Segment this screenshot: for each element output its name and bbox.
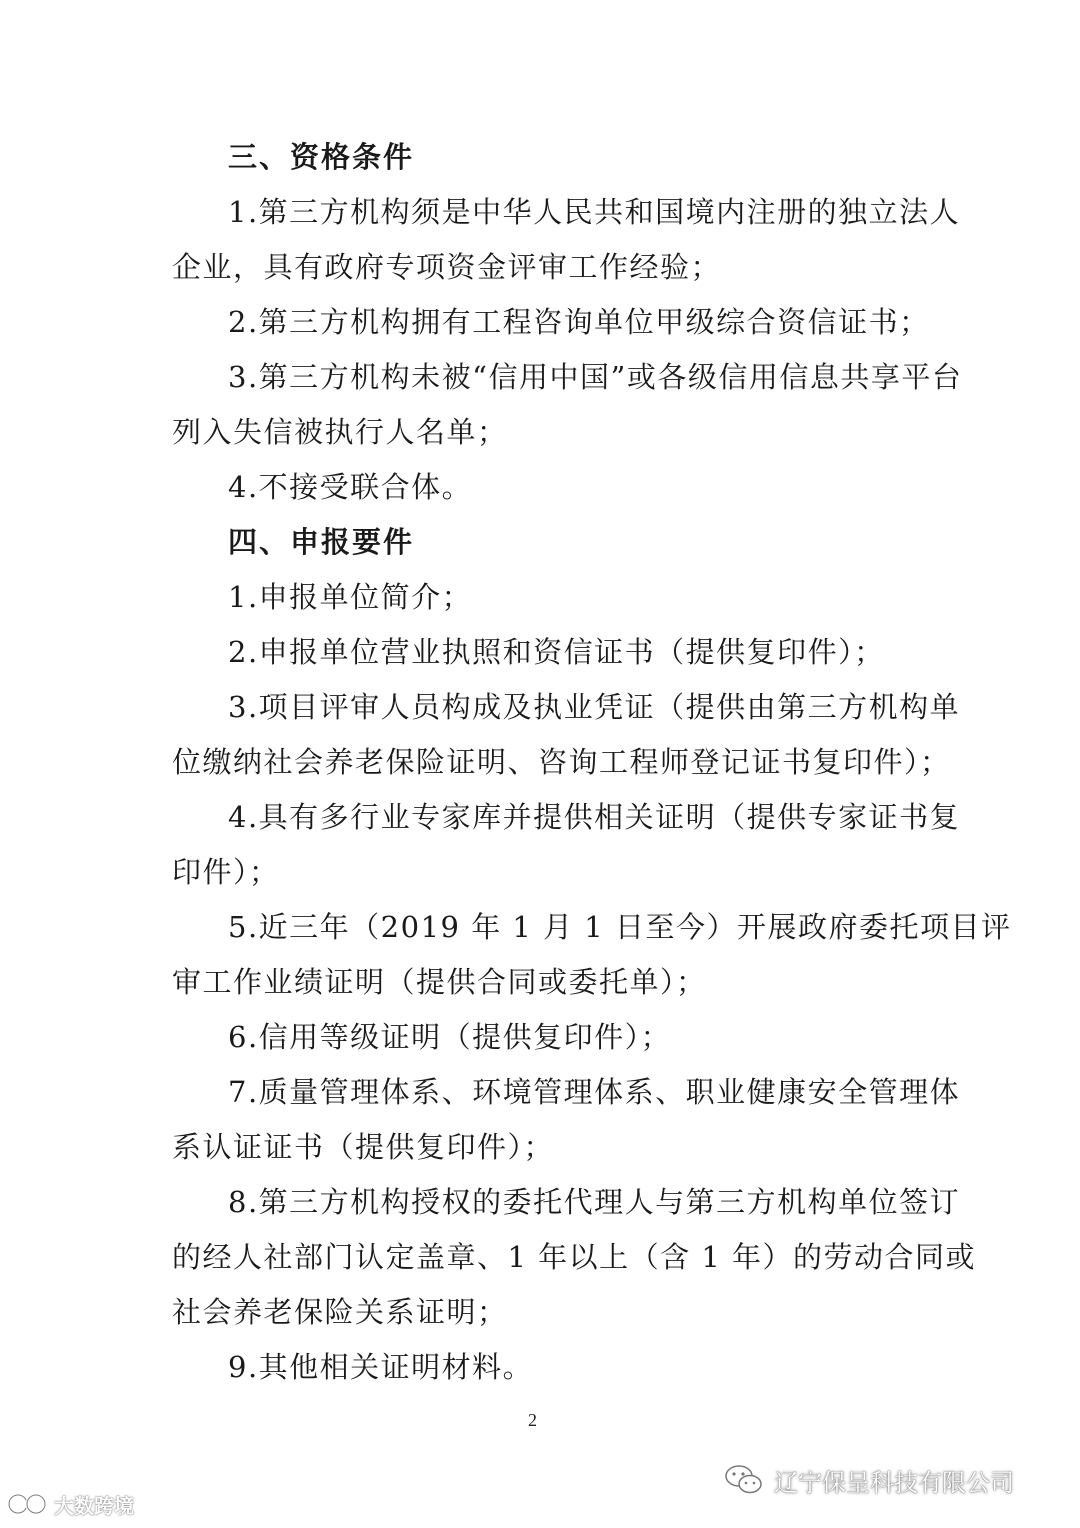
- section-4-item-4-line-2: 印件）；: [172, 855, 280, 889]
- wechat-icon: [724, 1463, 764, 1497]
- section-3-item-3-line-1: 3.第三方机构未被“信用中国”或各级信用信息共享平台: [228, 360, 963, 394]
- section-4-item-7-line-2: 系认证证书（提供复印件）；: [172, 1130, 555, 1164]
- section-3-item-4: 4.不接受联合体。: [228, 470, 473, 504]
- section-4-heading: 四、申报要件: [228, 525, 415, 559]
- section-4-item-1: 1.申报单位简介；: [228, 580, 473, 614]
- watermark-left-text: 大数跨境: [54, 1493, 134, 1518]
- dashuju-logo-icon: [6, 1490, 50, 1518]
- section-4-item-3-line-1: 3.项目评审人员构成及执业凭证（提供由第三方机构单: [228, 690, 961, 724]
- section-3-item-2: 2.第三方机构拥有工程咨询单位甲级综合资信证书；: [228, 305, 930, 339]
- section-4-item-7-line-1: 7.质量管理体系、环境管理体系、职业健康安全管理体: [228, 1075, 961, 1109]
- watermark-left: [6, 1488, 134, 1520]
- section-4-item-6: 6.信用等级证明（提供复印件）；: [228, 1020, 672, 1054]
- section-4-item-2: 2.申报单位营业执照和资信证书（提供复印件）；: [228, 635, 885, 669]
- section-4-item-3-line-2: 位缴纳社会养老保险证明、咨询工程师登记证书复印件）；: [172, 745, 951, 779]
- section-4-item-4-line-1: 4.具有多行业专家库并提供相关证明（提供专家证书复: [228, 800, 961, 834]
- section-4-item-5-line-1: 5.近三年（2019 年 1 月 1 日至今）开展政府委托项目评: [228, 910, 1012, 944]
- section-4-item-8-line-2: 的经人社部门认定盖章、1 年以上（含 1 年）的劳动合同或: [172, 1240, 977, 1274]
- section-3-heading: 三、资格条件: [228, 140, 415, 174]
- section-4-item-8-line-1: 8.第三方机构授权的委托代理人与第三方机构单位签订: [228, 1185, 961, 1219]
- section-4-item-5-line-2: 审工作业绩证明（提供合同或委托单）；: [172, 965, 707, 999]
- section-4-item-8-line-3: 社会养老保险关系证明；: [172, 1295, 508, 1329]
- section-3-item-1-line-1: 1.第三方机构须是中华人民共和国境内注册的独立法人: [228, 195, 961, 229]
- page-number: 2: [528, 1410, 537, 1430]
- section-3-item-1-line-2: 企业，具有政府专项资金评审工作经验；: [172, 250, 722, 284]
- section-4-item-9: 9.其他相关证明材料。: [228, 1350, 534, 1384]
- watermark-right: [724, 1458, 1014, 1502]
- watermark-right-text: 辽宁保呈科技有限公司: [774, 1468, 1014, 1497]
- section-3-item-3-line-2: 列入失信被执行人名单；: [172, 415, 508, 449]
